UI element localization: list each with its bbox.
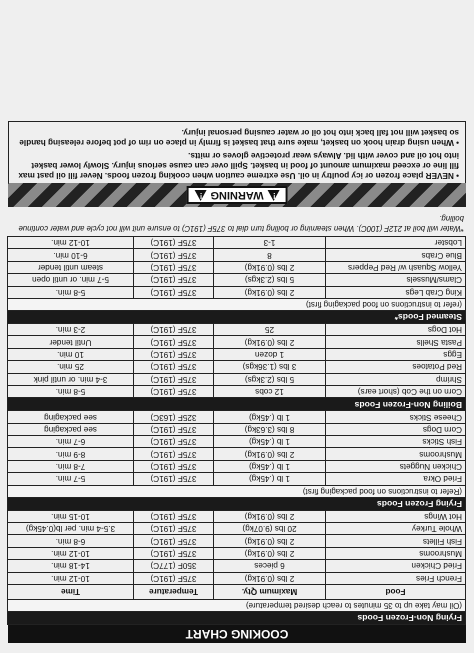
section-subtitle-row [8,298,466,310]
table-cell: 10-12 min. [8,547,134,559]
table-row [8,237,466,249]
table-cell: 375F (191C) [134,348,214,360]
section-title: Boiling Non-Frozen Foods [8,398,466,411]
warning-item: • NEVER place frozen or icy poultry in oil. Use extreme caution when cooking frozen foods. Never fill oil past max fill line or exceed maximum amount of food in basket. Spill over can cause serious injury. Slowly lower basket into hot oil and cover with lid. Always wear protective gloves or mitts. [18,150,459,181]
table-cell: 10-12 min. [8,572,134,584]
chart-title: COOKING CHART [8,625,466,643]
table-cell: Lobster [326,237,466,249]
section-subtitle-row [8,485,466,497]
section-subtitle: (refer to instructions on food packaging first) [8,298,466,310]
column-header: Maximum Qty. [214,585,326,600]
table-cell: 5-8 min. [8,286,134,298]
section-title: Steamed Foods* [8,310,466,323]
table-cell: King Crab Legs [326,286,466,298]
table-cell: Fried Okra [326,473,466,485]
table-row [8,286,466,298]
section-header [8,310,466,323]
table-cell: 8-9 min. [8,448,134,460]
warning-triangle-icon: ! [194,190,206,201]
table-cell: Chicken Nuggets [326,460,466,472]
table-cell: Mushrooms [326,448,466,460]
table-row [8,572,466,584]
table-row [8,385,466,397]
table-cell: 2 lbs (0.91kg) [214,286,326,298]
table-cell: 8 [214,249,326,261]
table-cell: 25 [214,323,326,335]
table-cell: 25 min. [8,361,134,373]
table-cell: Yellow Squash w/ Red Peppers [326,261,466,273]
table-row [8,336,466,348]
warning-triangle-icon: ! [268,190,280,201]
section-header [8,398,466,411]
table-row [8,460,466,472]
table-cell: Red Potatoes [326,361,466,373]
section-title: Frying Frozen Foods [8,497,466,510]
table-cell: 12 cobs [214,385,326,397]
table-cell: 8 lbs (3.63kg) [214,423,326,435]
table-cell: 375F (191C) [134,286,214,298]
table-cell: 2 lbs (0.91kg) [214,547,326,559]
table-cell: 2 lbs (0.91kg) [214,572,326,584]
table-cell: 1 dozen [214,348,326,360]
table-row [8,560,466,572]
table-cell: 1 lb (.45kg) [214,411,326,423]
table-cell: 5-7 min. or until open [8,274,134,286]
table-cell: French Fries [326,572,466,584]
section-title: Frying Non-Frozen Foods [8,612,466,625]
table-cell: 2-3 min. [8,323,134,335]
table-cell: 7-8 min. [8,460,134,472]
table-row [8,411,466,423]
column-header: Food [326,585,466,600]
table-row [8,361,466,373]
table-cell: steam until tender [8,261,134,273]
table-row [8,348,466,360]
table-row [8,535,466,547]
table-cell: Fried Chicken [326,560,466,572]
warning-item: • When using drain hook on basket, make sure that basket is firmly in place on rim of pot before releasing handle so basket will not fall back into hot oil or water causing personal injury. [19,128,459,148]
table-cell: see packaging [8,423,134,435]
table-row [8,510,466,522]
table-cell: 375F (191C) [134,237,214,249]
table-cell: 375F (191C) [134,510,214,522]
table-cell: Corn on the Cob (short ears) [326,385,466,397]
table-row [8,373,466,385]
table-cell: 2 lbs (0.91kg) [214,510,326,522]
table-cell: Corn Dogs [326,423,466,435]
table-cell: 5 lbs (2.3kgs) [214,274,326,286]
table-cell: Blue Crabs [326,249,466,261]
table-cell: 6-10 min. [8,249,134,261]
table-cell: 375F (191C) [134,336,214,348]
table-row [8,473,466,485]
table-cell: Hot Dogs [326,323,466,335]
table-cell: Shrimp [326,373,466,385]
table-row [8,436,466,448]
table-cell: 375F (191C) [134,261,214,273]
table-cell: Eggs [326,348,466,360]
table-cell: 6-7 min. [8,436,134,448]
table-cell: Cheese Sticks [326,411,466,423]
table-row [8,249,466,261]
table-row [8,323,466,335]
table-cell: 5-7 min. [8,473,134,485]
table-cell: Pasta Shells [326,336,466,348]
table-cell: 1-3 [214,237,326,249]
section-header [8,497,466,510]
table-cell: 2 lbs (0.91kg) [214,336,326,348]
warning-banner [8,183,466,207]
table-cell: 1 lb (.45kg) [214,473,326,485]
table-cell: 375F (191C) [134,572,214,584]
table-cell: 10 min. [8,348,134,360]
table-cell: 20 lbs (9.07kg) [214,523,326,535]
table-cell: Hot Wings [326,510,466,522]
section-header [8,612,466,625]
table-cell: 375F (191C) [134,274,214,286]
table-row [8,448,466,460]
cooking-chart-sheet [8,121,466,643]
warning-item-text: When using drain hook on basket, make sure that basket is firmly in place on rim of pot before releasing handle so basket will not fall back into hot oil or water causing personal injury. [19,128,459,148]
table-cell: 3.5-4 min. per lb(0.45kg) [8,523,134,535]
table-cell: 3-4 min. or until pink [8,373,134,385]
table-cell: 375F (191C) [134,361,214,373]
table-cell: Clams/Mussels [326,274,466,286]
table-cell: 6 pieces [214,560,326,572]
warning-label-box [186,186,287,204]
steaming-footnote: *Water will boil at 212F (100C). When steaming or boiling turn dial to 375F (191C) to ensure unit will not cycle and water continue boiling. [18,214,464,234]
table-cell: 6-8 min. [8,535,134,547]
table-cell: 10-12 min. [8,237,134,249]
table-cell: 375F (191C) [134,535,214,547]
table-cell: 375F (191C) [134,249,214,261]
table-row [8,523,466,535]
table-cell: 375F (191C) [134,323,214,335]
table-cell: 375F (191C) [134,436,214,448]
table-cell: 10-15 min. [8,510,134,522]
section-subtitle: (Oil may take up to 35 minutes to reach desired temperature) [8,600,466,612]
table-cell: 375F (191C) [134,460,214,472]
table-row [8,274,466,286]
table-cell: 1 lb (.45kg) [214,460,326,472]
table-row [8,261,466,273]
table-cell: Fish Fillets [326,535,466,547]
table-cell: 3 lbs (1.36kgs) [214,361,326,373]
table-cell: Mushrooms [326,547,466,559]
column-header: Temperature [134,585,214,600]
warning-text-box [8,121,466,183]
table-cell: 375F (191C) [134,473,214,485]
warning-item-text: NEVER place frozen or icy poultry in oil. Use extreme caution when cooking frozen foods. Never fill oil past max fill line or exceed maximum amount of food in basket. Spill over can cause serious injury. Slowly lower basket into hot oil and cover with lid. Always wear protective gloves or mitts. [18,150,459,181]
table-cell: Fish Sticks [326,436,466,448]
column-header: Time [8,585,134,600]
table-cell: see packaging [8,411,134,423]
warning-label: WARNING [210,189,264,202]
cooking-chart-table [7,236,466,625]
table-row [8,547,466,559]
table-cell: 350F (177C) [134,560,214,572]
column-header-row [8,585,466,600]
table-cell: 14-18 min. [8,560,134,572]
table-cell: 1 lb (.45kg) [214,436,326,448]
table-cell: 5-8 min. [8,385,134,397]
table-cell: 5 lbs (2.3kgs) [214,373,326,385]
table-cell: 375F (191C) [134,373,214,385]
table-cell: 325F (163C) [134,411,214,423]
table-cell: 375F (191C) [134,423,214,435]
table-cell: 375F (191C) [134,523,214,535]
table-cell: 2 lbs (0.91kg) [214,448,326,460]
table-row [8,423,466,435]
table-cell: 2 lbs (0.91kg) [214,535,326,547]
table-cell: 2 lbs (0.91kg) [214,261,326,273]
table-cell: 375F (191C) [134,385,214,397]
table-cell: 375F (191C) [134,547,214,559]
table-cell: 375F (191C) [134,448,214,460]
section-subtitle-row [8,600,466,612]
table-cell: Whole Turkey [326,523,466,535]
table-cell: Until tender [8,336,134,348]
section-subtitle: (Refer to instructions on food packaging first) [8,485,466,497]
